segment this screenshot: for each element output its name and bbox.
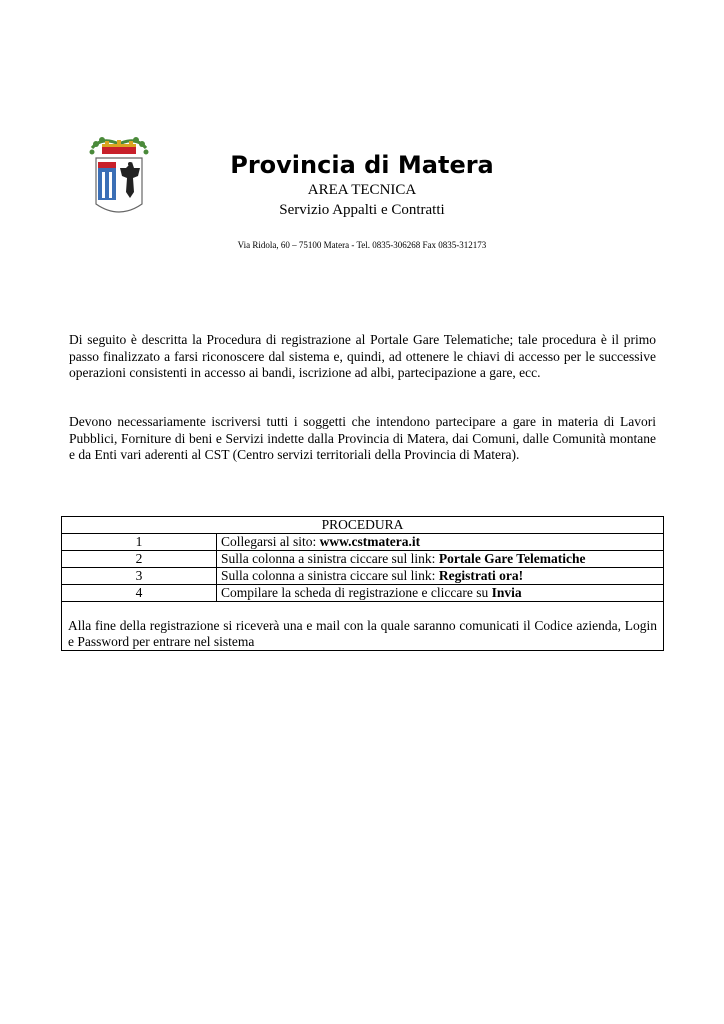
table-row [62,585,664,602]
step-number: 1 [62,534,217,551]
step-description: Sulla colonna a sinistra ciccare sul link: [221,551,439,566]
step-text [217,551,664,568]
page-title [0,150,724,180]
step-description: Sulla colonna a sinistra ciccare sul link: [221,568,439,583]
step-number: 2 [62,551,217,568]
step-link-text: Portale Gare Telematiche [438,551,586,566]
table-note-row [62,602,664,651]
step-text [217,585,664,602]
intro-paragraph: Di seguito è descritta la Procedura di registrazione al Portale Gare Telematiche; tale procedura è il primo passo finalizzato a farsi riconoscere dal sistema e, quindi, ad ottenere le chiavi di accesso per le successive operazioni consistenti in accesso ai bandi, iscrizione ad albi, partecipazione a gare, ecc. [69,332,656,380]
registration-note: Alla fine della registrazione si riceverà una e mail con la quale saranno comunicati il Codice azienda, Login e Password per entrare nel sistema [62,602,664,651]
title-text: Provincia di Matera [230,151,494,179]
step-description: Compilare la scheda di registrazione e cliccare su [221,585,492,600]
address-line: Via Ridola, 60 – 75100 Matera - Tel. 0835-306268 Fax 0835-312173 [237,240,487,250]
step-text [217,534,664,551]
step-number: 3 [62,568,217,585]
step-link-text: Registrati ora! [438,568,524,583]
procedure-heading: PROCEDURA [62,517,664,534]
table-row [62,551,664,568]
eligibility-paragraph: Devono necessariamente iscriversi tutti i soggetti che intendono partecipare a gare in materia di Lavori Pubblici, Forniture di beni e Servizi indette dalla Provincia di Matera, dai Comuni, dalle Comunità montane e da Enti vari aderenti al CST (Centro servizi territoriali della Provincia di Matera). [69,414,656,462]
table-row [62,568,664,585]
step-link-text: Invia [491,585,522,600]
step-number: 4 [62,585,217,602]
area-subtitle: AREA TECNICA [307,182,417,198]
service-subtitle: Servizio Appalti e Contratti [279,202,445,218]
table-header-row [62,517,664,534]
table-row [62,534,664,551]
procedure-table [61,516,664,651]
step-link-text: www.cstmatera.it [319,534,421,549]
step-description: Collegarsi al sito: [221,534,320,549]
step-text [217,568,664,585]
